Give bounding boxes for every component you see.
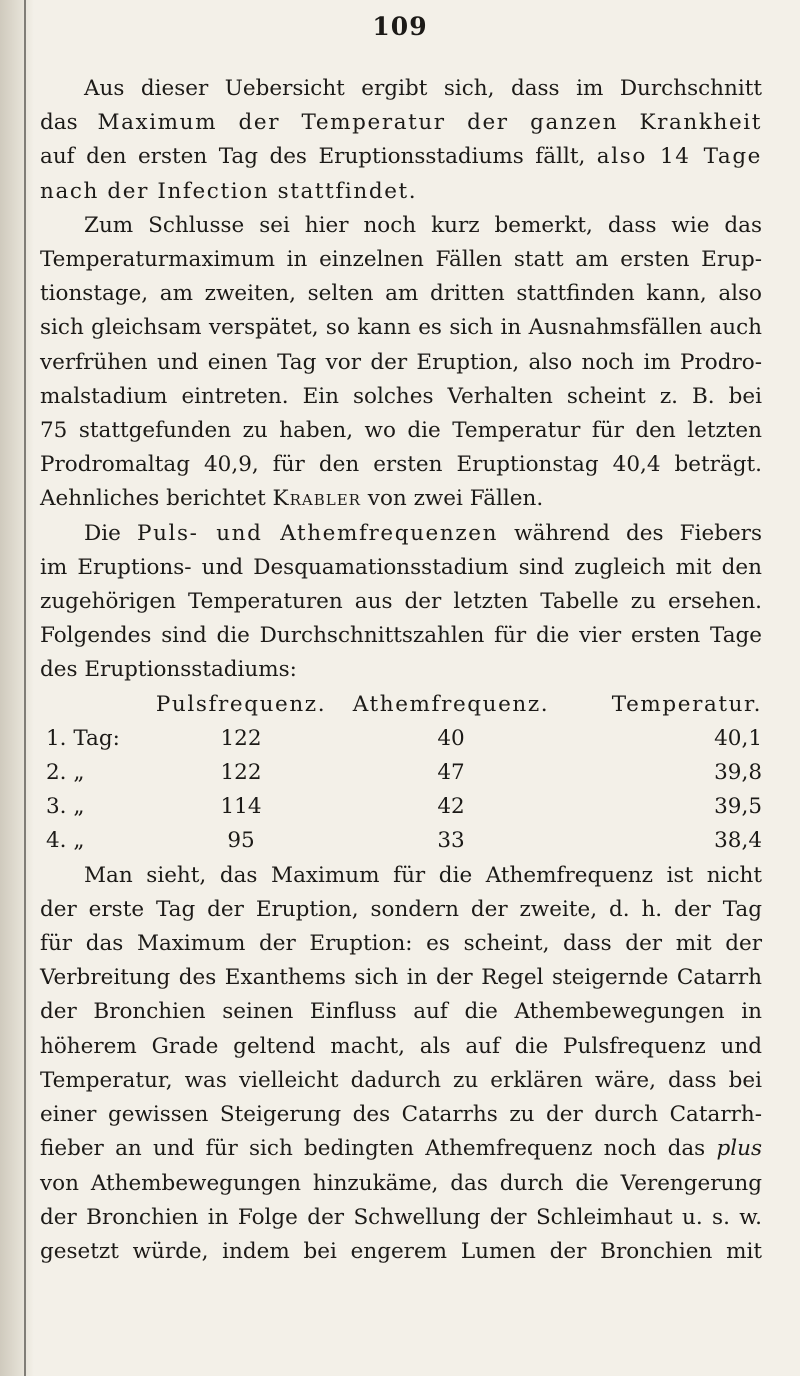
p2-line-4: sich gleichsam verspätet, so kann es sich in Ausnahmsfällen auch [40, 315, 762, 341]
p4-line-4: Verbreitung des Exanthems sich in der Regel steigernde Catarrh [40, 965, 762, 991]
p4-line-12: gesetzt würde, indem bei engerem Lumen der Bronchien mit [40, 1238, 762, 1264]
p3-line-2: im Eruptions- und Desquamationsstadium sind zugleich mit den [40, 554, 762, 580]
row-temp: 40,1 [714, 725, 762, 751]
p2-line-5: verfrühen und einen Tag vor der Eruption, also noch im Prodro- [40, 349, 762, 375]
page-number: 109 [372, 12, 428, 41]
row-puls: 122 [220, 760, 262, 786]
spaced-emphasis: Puls- und Athemfrequenzen [137, 520, 499, 546]
p1-line-4: nach der Infection stattfindet. [40, 178, 418, 204]
p1-line-2: das Maximum der Temperatur der ganzen Krankheit [40, 110, 762, 136]
p4-line-7: Temperatur, was vielleicht dadurch zu erklären wäre, dass bei [40, 1067, 762, 1093]
header-pulsfrequenz: Pulsfrequenz. [155, 691, 327, 717]
p3-line-5: des Eruptionsstadiums: [40, 657, 297, 683]
row-day: 4. „ [46, 828, 85, 854]
table-row [40, 824, 762, 858]
body-text [40, 72, 762, 1269]
header-athemfrequenz: Athemfrequenz. [352, 691, 550, 717]
p4-line-2: der erste Tag der Eruption, sondern der zweite, d. h. der Tag [40, 896, 762, 922]
row-puls: 95 [227, 828, 255, 854]
p4-line-1: Man sieht, das Maximum für die Athemfrequenz ist nicht [84, 862, 762, 888]
row-athem: 42 [437, 794, 465, 820]
binding-edge [24, 0, 26, 1376]
p4-line-8: einer gewissen Steigerung des Catarrhs zu der durch Catarrh- [40, 1102, 762, 1128]
p2-line-6: malstadium eintreten. Ein solches Verhalten scheint z. B. bei [40, 383, 762, 409]
p2-line-1: Zum Schlusse sei hier noch kurz bemerkt, dass wie das [84, 212, 762, 238]
p4-line-3: für das Maximum der Eruption: es scheint, dass der mit der [40, 931, 762, 957]
table-header-row [40, 688, 762, 722]
p3-line-1: Die Puls- und Athemfrequenzen während des Fiebers [84, 520, 762, 546]
p3-line-4: Folgendes sind die Durchschnittszahlen für die vier ersten Tage [40, 623, 762, 649]
row-athem: 40 [437, 725, 465, 751]
row-athem: 47 [437, 760, 465, 786]
table-row [40, 722, 762, 756]
spaced-emphasis: Maximum der Temperatur der ganzen Krankheit [97, 110, 762, 136]
p2-line-3: tionstage, am zweiten, selten am dritten stattfinden kann, also [40, 281, 762, 307]
table-row [40, 790, 762, 824]
row-day: 2. „ [46, 760, 85, 786]
row-puls: 122 [220, 725, 262, 751]
row-temp: 39,8 [714, 760, 762, 786]
p4-line-11: der Bronchien in Folge der Schwellung der Schleimhaut u. s. w. [40, 1204, 762, 1230]
p1-line-1: Aus dieser Uebersicht ergibt sich, dass im Durchschnitt [84, 76, 762, 101]
p2-line-2: Temperaturmaximum in einzelnen Fällen statt am ersten Erup- [40, 247, 762, 273]
row-temp: 38,4 [714, 828, 762, 854]
row-day: 1. Tag: [46, 725, 120, 751]
p4-line-10: von Athembewegungen hinzukäme, das durch die Verengerung [40, 1170, 762, 1196]
p2-line-9: Aehnliches berichtet Krabler von zwei Fällen. [40, 486, 544, 512]
row-temp: 39,5 [714, 794, 762, 820]
p1-line-3: auf den ersten Tag des Eruptionsstadiums fällt, also 14 Tage [40, 144, 763, 170]
table-row [40, 756, 762, 790]
row-puls: 114 [220, 794, 262, 820]
author-name: Krabler [272, 486, 361, 512]
row-day: 3. „ [46, 794, 85, 820]
italic-emphasis: plus [716, 1136, 762, 1162]
p4-line-5: der Bronchien seinen Einfluss auf die Athembewegungen in [40, 999, 762, 1025]
p2-line-8: Prodromaltag 40,9, für den ersten Eruptionstag 40,4 beträgt. [40, 452, 762, 478]
row-athem: 33 [437, 828, 465, 854]
binding-shadow [0, 0, 34, 1376]
p2-line-7: 75 stattgefunden zu haben, wo die Temperatur für den letzten [40, 418, 762, 444]
frequency-table [40, 688, 762, 859]
header-temperatur: Temperatur. [611, 691, 762, 717]
p4-line-6: höherem Grade geltend macht, als auf die Pulsfrequenz und [40, 1033, 762, 1059]
p3-line-3: zugehörigen Temperaturen aus der letzten Tabelle zu ersehen. [40, 589, 762, 615]
spaced-emphasis: also 14 Tage [596, 144, 763, 170]
p4-line-9: fieber an und für sich bedingten Athemfrequenz noch das plus [40, 1136, 762, 1162]
